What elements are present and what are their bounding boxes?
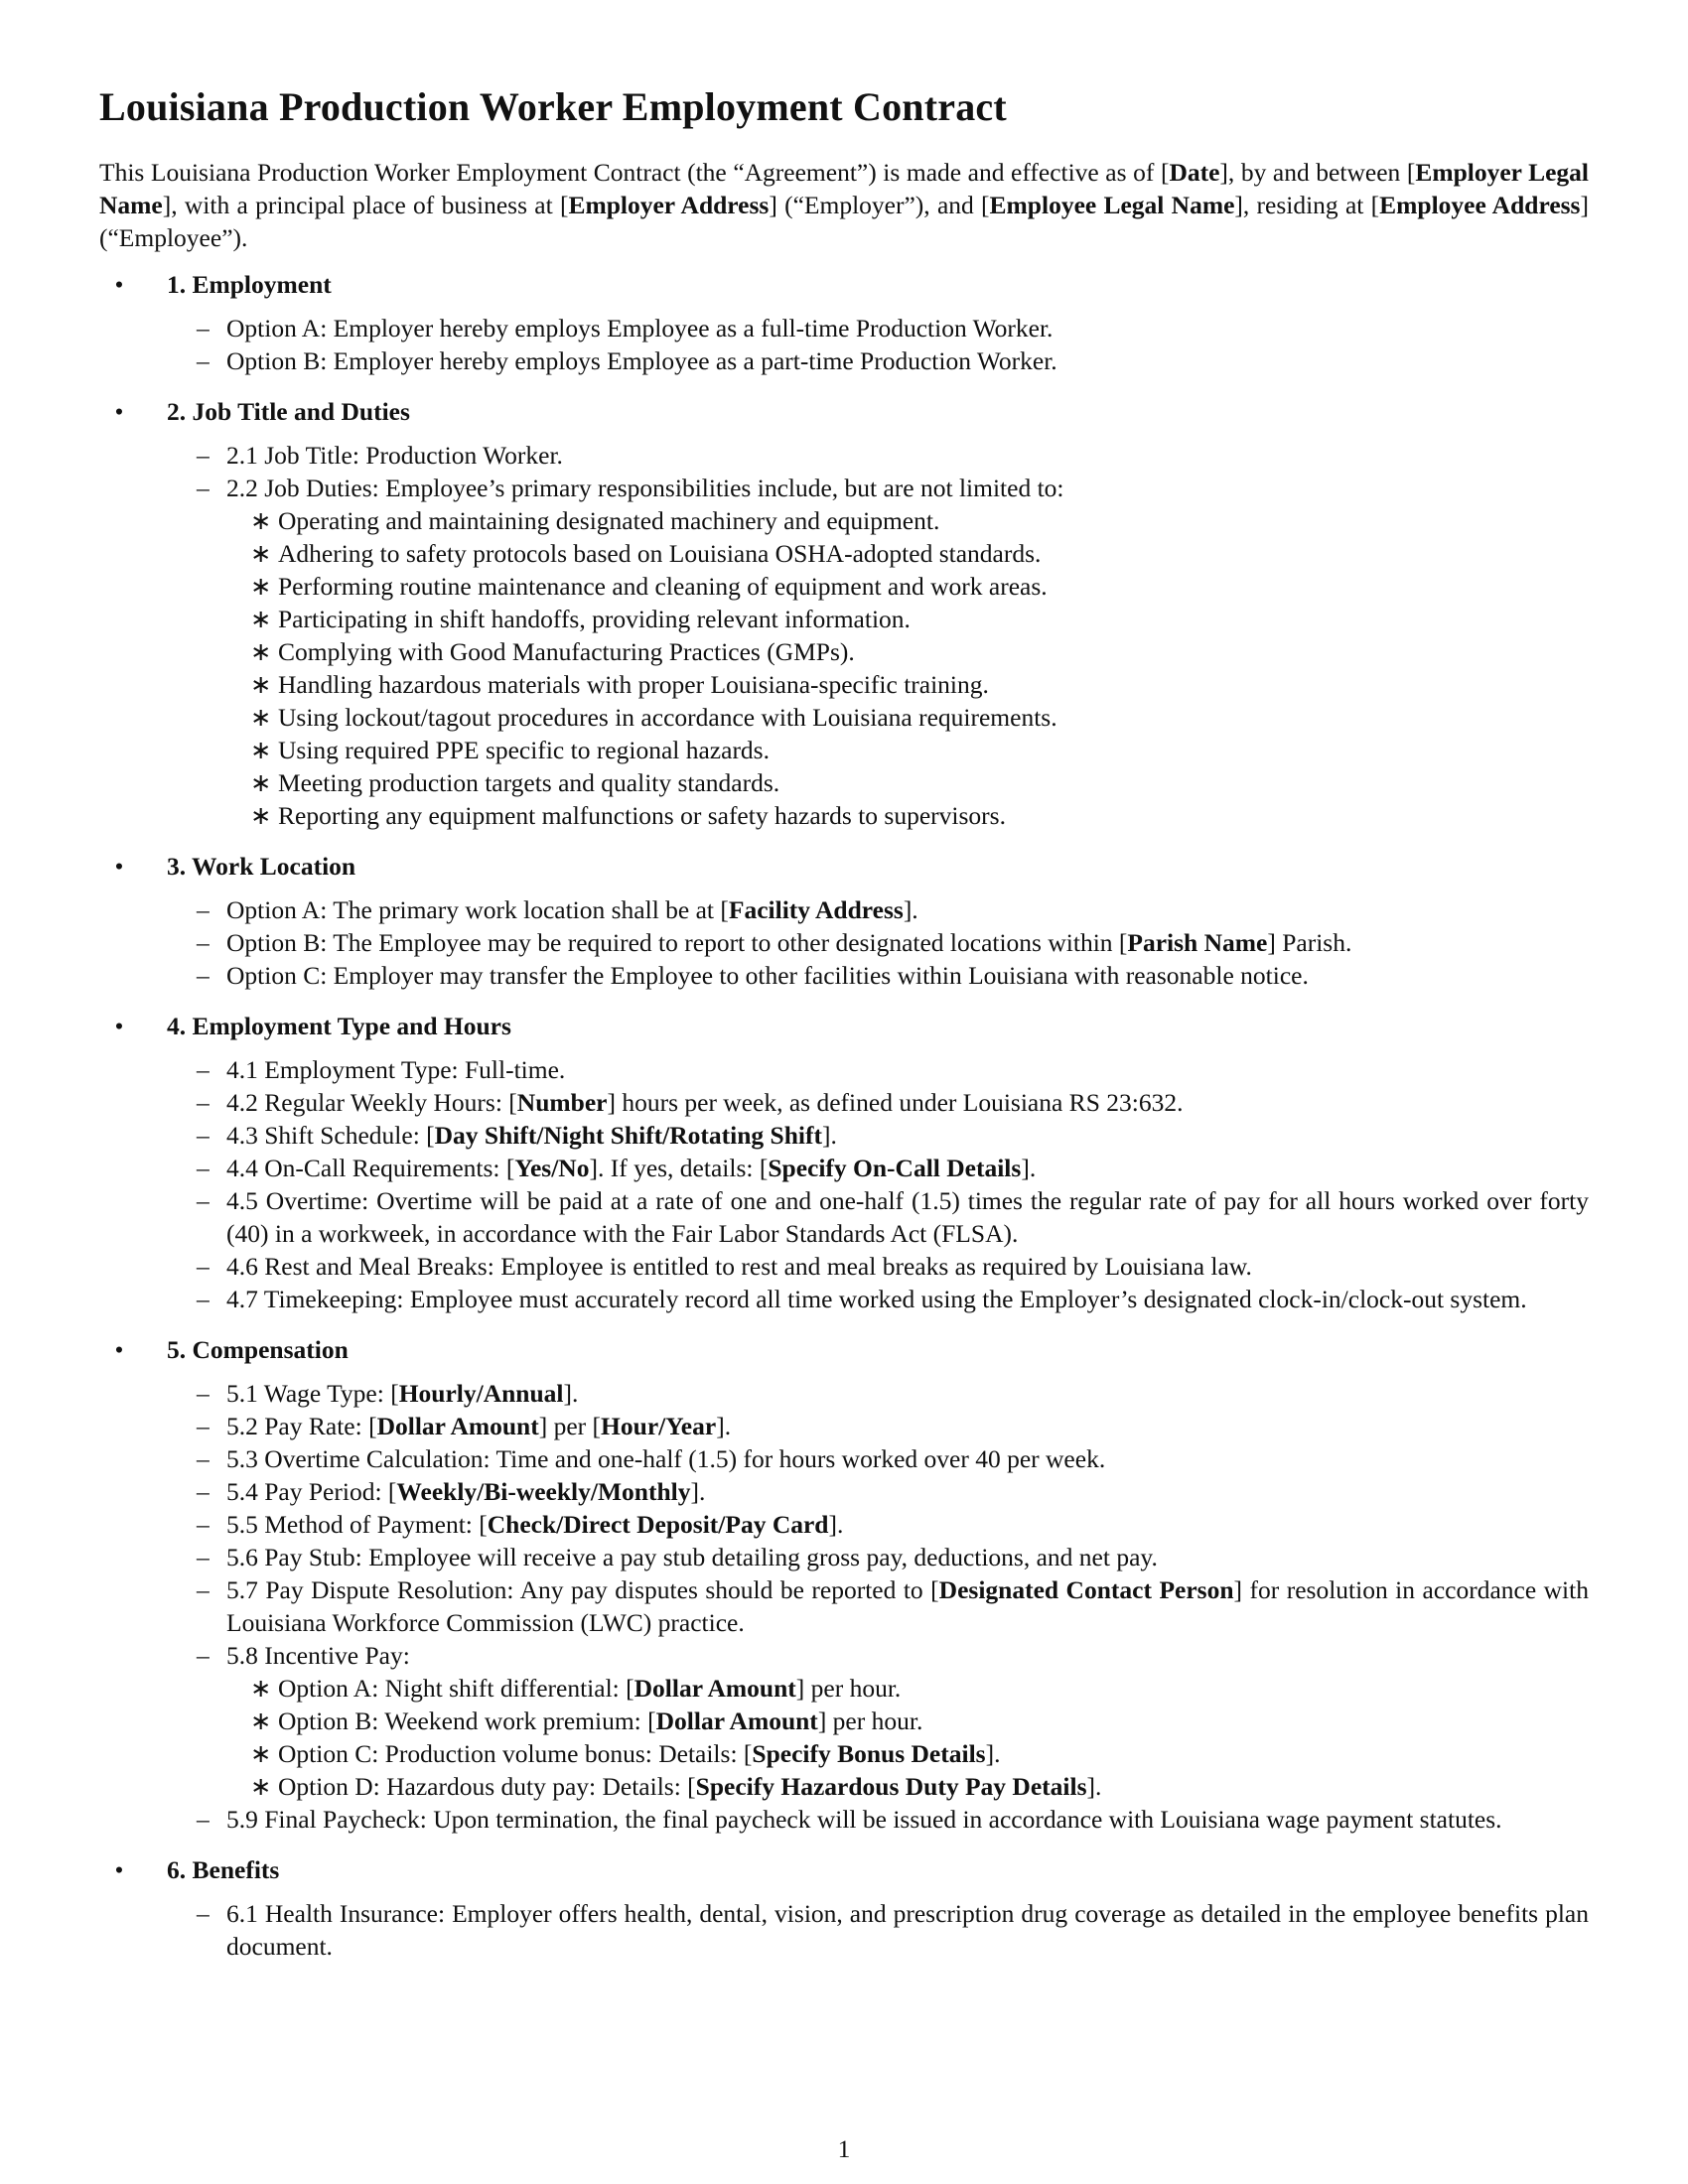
section-heading-text: 1. Employment <box>167 270 332 299</box>
clause-text: ]. <box>716 1412 732 1440</box>
dash-marker: – <box>197 1899 210 1928</box>
clause-item <box>197 1119 1589 1152</box>
subclause-placeholder: Dollar Amount <box>633 1674 796 1703</box>
subclause-item <box>250 504 1589 537</box>
intro-text: [ <box>559 191 569 219</box>
dash-marker: – <box>197 1412 210 1440</box>
clause-list <box>167 1053 1589 1315</box>
clause-placeholder: Yes/No <box>514 1154 590 1182</box>
section-heading <box>114 1006 1589 1053</box>
clause-text: 5.3 Overtime Calculation: Time and one-half (1.5) for hours worked over 40 per week. <box>226 1444 1106 1473</box>
dash-marker: – <box>197 1510 210 1539</box>
subclause-text: Option D: Hazardous duty pay: Details: [ <box>278 1772 696 1801</box>
subclause-item <box>250 1770 1589 1803</box>
subclause-text: ]. <box>1086 1772 1102 1801</box>
clause-text: 5.5 Method of Payment: [ <box>226 1510 488 1539</box>
clause-placeholder: Hour/Year <box>601 1412 717 1440</box>
asterisk-marker: ∗ <box>250 1772 272 1801</box>
clause-item <box>197 439 1589 472</box>
clause-item <box>197 1803 1589 1836</box>
clause-text: 4.4 On-Call Requirements: [ <box>226 1154 515 1182</box>
clause-item <box>197 1897 1589 1963</box>
dash-marker: – <box>197 441 210 470</box>
section-5 <box>99 1329 1589 1836</box>
clause-text: 4.5 Overtime: Overtime will be paid at a rate of one and one-half (1.5) times the regular rate of pay for all hours worked over forty (40) in a workweek, in accordance with the Fair Labor Standards Act (FLSA). <box>226 1186 1589 1248</box>
subclause-text: Option A: Night shift differential: [ <box>278 1674 634 1703</box>
section-3 <box>99 846 1589 992</box>
clause-item <box>197 1442 1589 1475</box>
subclause-item <box>250 537 1589 570</box>
clause-text: 4.6 Rest and Meal Breaks: Employee is entitled to rest and meal breaks as required by Louisiana law. <box>226 1252 1252 1281</box>
clause-item <box>197 959 1589 992</box>
intro-text: ], with a principal place of business at <box>162 191 560 219</box>
dash-marker: – <box>197 1543 210 1571</box>
subclause-text: Handling hazardous materials with proper Louisiana-specific training. <box>278 670 989 699</box>
dash-marker: – <box>197 1055 210 1084</box>
asterisk-marker: ∗ <box>250 539 272 568</box>
subclause-placeholder: Dollar Amount <box>655 1706 818 1735</box>
intro-text: [ <box>1406 158 1416 187</box>
subclause-text: Participating in shift handoffs, providing relevant information. <box>278 605 911 633</box>
dash-marker: – <box>197 1121 210 1150</box>
subclause-text: Meeting production targets and quality standards. <box>278 768 780 797</box>
subclause-item <box>250 766 1589 799</box>
section-2 <box>99 391 1589 832</box>
dash-marker: – <box>197 928 210 957</box>
subclause-text: Operating and maintaining designated machinery and equipment. <box>278 506 940 535</box>
clause-text: 4.1 Employment Type: Full-time. <box>226 1055 566 1084</box>
clause-list <box>167 312 1589 377</box>
intro-placeholder: Employer Address <box>568 191 770 219</box>
clause-text: 5.1 Wage Type: [ <box>226 1379 399 1408</box>
clause-item <box>197 1573 1589 1639</box>
asterisk-marker: ∗ <box>250 572 272 601</box>
section-heading <box>114 264 1589 312</box>
dash-marker: – <box>197 1154 210 1182</box>
subclause-list <box>226 1672 1589 1803</box>
subclause-text: Reporting any equipment malfunctions or safety hazards to supervisors. <box>278 801 1006 830</box>
intro-text: [ <box>1160 158 1170 187</box>
clause-placeholder: Number <box>516 1088 608 1117</box>
clause-text: 2.2 Job Duties: Employee’s primary responsibilities include, but are not limited to: <box>226 474 1064 502</box>
clause-item <box>197 1250 1589 1283</box>
intro-placeholder: Date <box>1169 158 1220 187</box>
clause-placeholder: Hourly/Annual <box>398 1379 564 1408</box>
dash-marker: – <box>197 1444 210 1473</box>
clause-text: Option C: Employer may transfer the Employee to other facilities within Louisiana with reasonable notice. <box>226 961 1309 990</box>
clause-list <box>167 1897 1589 1963</box>
section-heading <box>114 846 1589 893</box>
intro-placeholder: Employee Legal Name <box>989 191 1235 219</box>
clause-placeholder: Specify On-Call Details <box>768 1154 1022 1182</box>
asterisk-marker: ∗ <box>250 1739 272 1768</box>
section-heading-text: 4. Employment Type and Hours <box>167 1012 511 1040</box>
section-4 <box>99 1006 1589 1315</box>
asterisk-marker: ∗ <box>250 605 272 633</box>
clause-list <box>167 893 1589 992</box>
clause-text: ] hours per week, as defined under Louisiana RS 23:632. <box>607 1088 1184 1117</box>
section-list <box>99 264 1589 1963</box>
clause-placeholder: Check/Direct Deposit/Pay Card <box>487 1510 829 1539</box>
section-heading <box>114 391 1589 439</box>
clause-text: ]. <box>828 1510 844 1539</box>
dash-marker: – <box>197 1088 210 1117</box>
subclause-item <box>250 701 1589 734</box>
subclause-item <box>250 734 1589 766</box>
clause-text: 5.8 Incentive Pay: <box>226 1641 410 1670</box>
clause-text: ] Parish. <box>1267 928 1352 957</box>
asterisk-marker: ∗ <box>250 1674 272 1703</box>
clause-placeholder: Facility Address <box>728 895 904 924</box>
document-page <box>99 83 1589 1977</box>
subclause-text: Performing routine maintenance and cleaning of equipment and work areas. <box>278 572 1048 601</box>
clause-item <box>197 1283 1589 1315</box>
subclause-text: ] per hour. <box>795 1674 902 1703</box>
section-heading-text: 3. Work Location <box>167 852 356 881</box>
dash-marker: – <box>197 961 210 990</box>
clause-item <box>197 1086 1589 1119</box>
dash-marker: – <box>197 346 210 375</box>
dash-marker: – <box>197 1186 210 1215</box>
clause-text: 6.1 Health Insurance: Employer offers health, dental, vision, and prescription drug coverage as detailed in the employee benefits plan document. <box>226 1899 1589 1961</box>
bullet-marker: • <box>114 1335 124 1364</box>
intro-text: ], residing at <box>1234 191 1371 219</box>
clause-item <box>197 1639 1589 1803</box>
section-heading-text: 2. Job Title and Duties <box>167 397 410 426</box>
clause-item <box>197 312 1589 344</box>
dash-marker: – <box>197 1252 210 1281</box>
subclause-text: Option B: Weekend work premium: [ <box>278 1706 656 1735</box>
subclause-item <box>250 570 1589 603</box>
subclause-text: ] per hour. <box>817 1706 923 1735</box>
clause-text: 5.6 Pay Stub: Employee will receive a pay stub detailing gross pay, deductions, and net pay. <box>226 1543 1158 1571</box>
asterisk-marker: ∗ <box>250 1706 272 1735</box>
subclause-item <box>250 1705 1589 1737</box>
clause-item <box>197 1475 1589 1508</box>
bullet-marker: • <box>114 270 124 299</box>
asterisk-marker: ∗ <box>250 506 272 535</box>
clause-text: ]. <box>903 895 918 924</box>
page-number: 1 <box>837 2134 851 2163</box>
asterisk-marker: ∗ <box>250 801 272 830</box>
dash-marker: – <box>197 1575 210 1604</box>
clause-text: 4.2 Regular Weekly Hours: [ <box>226 1088 517 1117</box>
clause-item <box>197 1377 1589 1410</box>
intro-placeholder: Employee Address <box>1379 191 1581 219</box>
intro-paragraph <box>99 156 1589 254</box>
document-title: Louisiana Production Worker Employment Contract <box>99 84 1007 129</box>
section-heading-text: 6. Benefits <box>167 1855 280 1884</box>
clause-item <box>197 1410 1589 1442</box>
section-heading-text: 5. Compensation <box>167 1335 349 1364</box>
asterisk-marker: ∗ <box>250 768 272 797</box>
clause-text: Option A: Employer hereby employs Employee as a full-time Production Worker. <box>226 314 1054 342</box>
clause-item <box>197 1508 1589 1541</box>
clause-item <box>197 893 1589 926</box>
clause-placeholder: Day Shift/Night Shift/Rotating Shift <box>434 1121 822 1150</box>
clause-text: ] per [ <box>538 1412 602 1440</box>
dash-marker: – <box>197 314 210 342</box>
clause-placeholder: Dollar Amount <box>376 1412 539 1440</box>
clause-item <box>197 1184 1589 1250</box>
intro-text: This Louisiana Production Worker Employment Contract (the “Agreement”) is made and effective as of <box>99 158 1161 187</box>
subclause-text: Using lockout/tagout procedures in accordance with Louisiana requirements. <box>278 703 1057 732</box>
subclause-item <box>250 1737 1589 1770</box>
clause-text: 2.1 Job Title: Production Worker. <box>226 441 563 470</box>
bullet-marker: • <box>114 1012 124 1040</box>
intro-placeholder: Employer Legal Name <box>99 158 1589 219</box>
asterisk-marker: ∗ <box>250 703 272 732</box>
subclause-item <box>250 799 1589 832</box>
subclause-item <box>250 635 1589 668</box>
subclause-placeholder: Specify Hazardous Duty Pay Details <box>695 1772 1087 1801</box>
clause-text: 5.2 Pay Rate: [ <box>226 1412 377 1440</box>
bullet-marker: • <box>114 397 124 426</box>
bullet-marker: • <box>114 1855 124 1884</box>
clause-text: ]. If yes, details: [ <box>589 1154 769 1182</box>
subclause-text: Adhering to safety protocols based on Louisiana OSHA-adopted standards. <box>278 539 1042 568</box>
dash-marker: – <box>197 1379 210 1408</box>
clause-item <box>197 1152 1589 1184</box>
clause-text: 5.4 Pay Period: [ <box>226 1477 397 1506</box>
clause-placeholder: Designated Contact Person <box>938 1575 1234 1604</box>
dash-marker: – <box>197 474 210 502</box>
intro-text: [ <box>1370 191 1380 219</box>
dash-marker: – <box>197 1805 210 1834</box>
clause-list <box>167 1377 1589 1836</box>
clause-text: 5.7 Pay Dispute Resolution: Any pay disputes should be reported to [ <box>226 1575 939 1604</box>
subclause-placeholder: Specify Bonus Details <box>752 1739 986 1768</box>
clause-placeholder: Parish Name <box>1127 928 1268 957</box>
clause-text: 4.7 Timekeeping: Employee must accurately record all time worked using the Employer’s designated clock-in/clock-out system. <box>226 1285 1527 1313</box>
intro-text: ] (“Employee”). <box>99 191 1589 252</box>
clause-text: ] for resolution in accordance with Louisiana Workforce Commission (LWC) practice. <box>226 1575 1589 1637</box>
clause-text: Option B: The Employee may be required to report to other designated locations within [ <box>226 928 1128 957</box>
asterisk-marker: ∗ <box>250 736 272 764</box>
clause-item <box>197 1541 1589 1573</box>
clause-item <box>197 926 1589 959</box>
clause-placeholder: Weekly/Bi-weekly/Monthly <box>396 1477 691 1506</box>
intro-text: [ <box>981 191 990 219</box>
section-1 <box>99 264 1589 377</box>
section-heading <box>114 1329 1589 1377</box>
subclause-item <box>250 603 1589 635</box>
clause-text: ]. <box>690 1477 706 1506</box>
bullet-marker: • <box>114 852 124 881</box>
section-heading <box>114 1849 1589 1897</box>
subclause-text: Complying with Good Manufacturing Practices (GMPs). <box>278 637 855 666</box>
subclause-text: ]. <box>985 1739 1001 1768</box>
dash-marker: – <box>197 1285 210 1313</box>
subclause-text: Using required PPE specific to regional hazards. <box>278 736 770 764</box>
asterisk-marker: ∗ <box>250 670 272 699</box>
clause-item <box>197 472 1589 832</box>
subclause-list <box>226 504 1589 832</box>
clause-text: ]. <box>563 1379 579 1408</box>
clause-item <box>197 344 1589 377</box>
clause-list <box>167 439 1589 832</box>
dash-marker: – <box>197 1477 210 1506</box>
clause-text: Option B: Employer hereby employs Employee as a part-time Production Worker. <box>226 346 1057 375</box>
asterisk-marker: ∗ <box>250 637 272 666</box>
intro-text: ], by and between <box>1219 158 1407 187</box>
clause-text: ]. <box>1021 1154 1037 1182</box>
dash-marker: – <box>197 895 210 924</box>
section-6 <box>99 1849 1589 1963</box>
clause-text: Option A: The primary work location shall be at [ <box>226 895 729 924</box>
clause-item <box>197 1053 1589 1086</box>
subclause-text: Option C: Production volume bonus: Details: [ <box>278 1739 753 1768</box>
subclause-item <box>250 1672 1589 1705</box>
clause-text: 5.9 Final Paycheck: Upon termination, the final paycheck will be issued in accordance with Louisiana wage payment statutes. <box>226 1805 1502 1834</box>
clause-text: ]. <box>822 1121 837 1150</box>
clause-text: 4.3 Shift Schedule: [ <box>226 1121 435 1150</box>
subclause-item <box>250 668 1589 701</box>
intro-text: ] (“Employer”), and <box>769 191 982 219</box>
dash-marker: – <box>197 1641 210 1670</box>
